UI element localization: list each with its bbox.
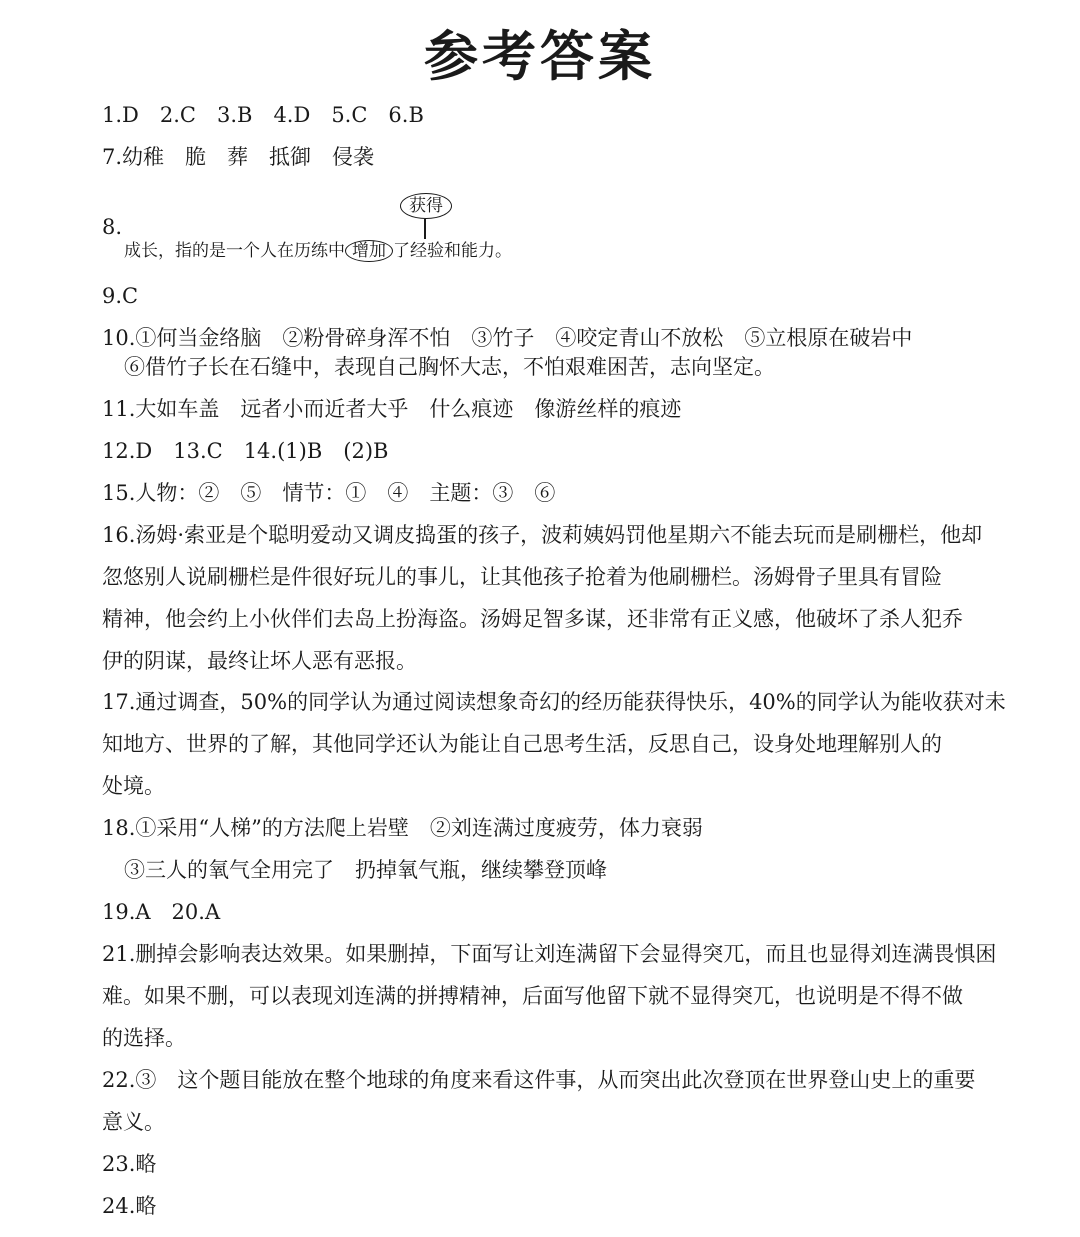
- answer-11: 11.大如车盖 远者小而近者大乎 什么痕迹 像游丝样的痕迹: [102, 397, 682, 421]
- answer-17-line1: 17.通过调查，50%的同学认为通过阅读想象奇幻的经历能获得快乐，40%的同学认为能收获对未: [102, 690, 1006, 714]
- answer-22-line1: 22.③ 这个题目能放在整个地球的角度来看这件事，从而突出此次登顶在世界登山史上的重要: [102, 1068, 976, 1092]
- answer-16-line1: 16.汤姆·索亚是个聪明爱动又调皮捣蛋的孩子，波莉姨妈罚他星期六不能去玩而是刷栅栏，他却: [102, 523, 983, 547]
- answer-18-line1: 18.①采用“人梯”的方法爬上岩壁 ②刘连满过度疲劳，体力衰弱: [102, 816, 703, 840]
- answer-9: 9.C: [102, 284, 139, 308]
- answer-16-line2: 忽悠别人说刷栅栏是件很好玩儿的事儿，让其他孩子抢着为他刷栅栏。汤姆骨子里具有冒险: [102, 565, 942, 589]
- answer-21-line2: 难。如果不删，可以表现刘连满的拼搏精神，后面写他留下就不显得突兀，也说明是不得不做: [102, 984, 963, 1008]
- answer-15: 15.人物：② ⑤ 情节：① ④ 主题：③ ⑥: [102, 481, 556, 505]
- answer-8-after: 了经验和能力。: [393, 241, 512, 261]
- answer-8-label: 8.: [102, 215, 123, 239]
- answer-21-line3: 的选择。: [102, 1026, 186, 1050]
- answer-22-line2: 意义。: [102, 1110, 165, 1134]
- page-title: 参考答案: [424, 25, 656, 88]
- answer-12-14: 12.D 13.C 14.(1)B (2)B: [102, 439, 389, 463]
- answer-17-line2: 知地方、世界的了解，其他同学还认为能让自己思考生活，反思自己，设身处地理解别人的: [102, 732, 942, 756]
- answer-17-line3: 处境。: [102, 774, 165, 798]
- answer-16-line4: 伊的阴谋，最终让坏人恶有恶报。: [102, 649, 417, 673]
- answer-1-6: 1.D 2.C 3.B 4.D 5.C 6.B: [102, 103, 424, 127]
- answer-7: 7.幼稚 脆 葬 抵御 侵袭: [102, 145, 375, 169]
- answer-21-line1: 21.删掉会影响表达效果。如果删掉，下面写让刘连满留下会显得突兀，而且也显得刘连满畏惧困: [102, 942, 997, 966]
- answer-8-sentence: [124, 236, 1044, 266]
- answer-16-line3: 精神，他会约上小伙伴们去岛上扮海盗。汤姆足智多谋，还非常有正义感，他破坏了杀人犯乔: [102, 607, 963, 631]
- answer-8-before: 成长，指的是一个人在历练中: [124, 241, 345, 261]
- answer-24: 24.略: [102, 1194, 157, 1218]
- answer-18-line2: ③三人的氧气全用完了 扔掉氧气瓶，继续攀登顶峰: [124, 858, 607, 882]
- answer-23: 23.略: [102, 1152, 157, 1176]
- answer-19-20: 19.A 20.A: [102, 900, 221, 924]
- answer-10-line2: ⑥借竹子长在石缝中，表现自己胸怀大志，不怕艰难困苦，志向坚定。: [124, 355, 775, 379]
- circled-word: 增加: [345, 240, 393, 262]
- answer-10-line1: 10.①何当金络脑 ②粉骨碎身浑不怕 ③竹子 ④咬定青山不放松 ⑤立根原在破岩中: [102, 326, 913, 350]
- correction-mark: 获得: [400, 193, 452, 219]
